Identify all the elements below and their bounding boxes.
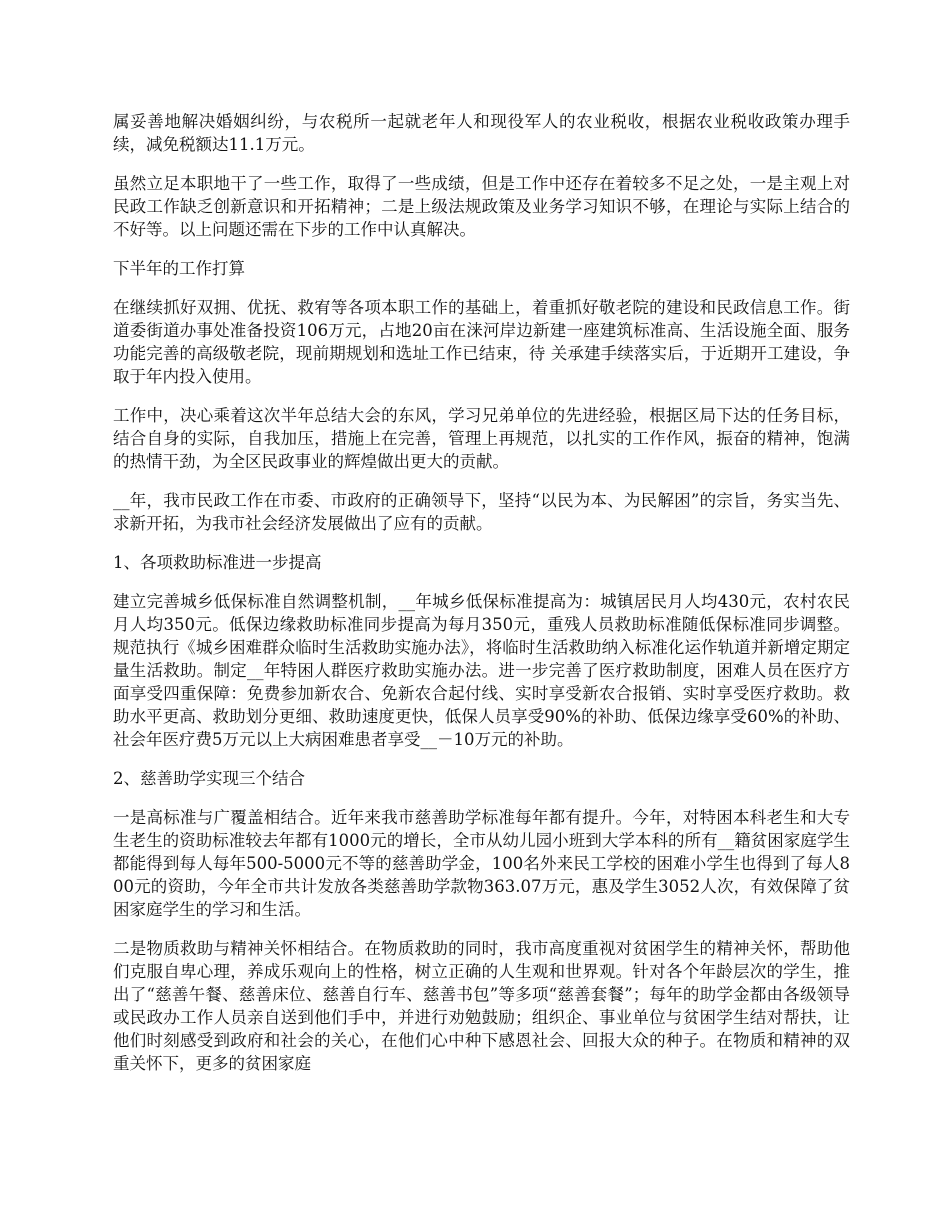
- paragraph-material-spiritual-care: 二是物质救助与精神关怀相结合。在物质救助的同时，我市高度重视对贫困学生的精神关怀，帮助他们克服自卑心理，养成乐观向上的性格，树立正确的人生观和世界观。针对各个年龄层次的学生，推出了“慈善午餐、慈善床位、慈善自行车、慈善书包”等多项“慈善套餐”；每年的助学金都由各级领导或民政办工作人员亲自送到他们手中，并进行劝勉鼓励；组织企、事业单位与贫困学生结对帮扶，让他们时刻感受到政府和社会的关心，在他们心中种下感恩社会、回报大众的种子。在物质和精神的双重关怀下，更多的贫困家庭: [113, 939, 850, 1073]
- paragraph-shortcomings: 虽然立足本职地干了一些工作，取得了一些成绩，但是工作中还存在着较多不足之处，一是主观上对民政工作缺乏创新意识和开拓精神；二是上级法规政策及业务学习知识不够，在理论与实际上结合的不好等。以上问题还需在下步的工作中认真解决。: [113, 174, 850, 239]
- paragraph-nursing-home: 在继续抓好双拥、优抚、救宥等各项本职工作的基础上，着重抓好敬老院的建设和民政信息工作。街道委街道办事处准备投资106万元，占地20亩在涞河岸边新建一座建筑标准高、生活设施全面、服务功能完善的高级敬老院，现前期规划和选址工作已结束，待 关承建手续落实后，于近期开工建设，争取于年内投入使用。: [113, 298, 850, 386]
- paragraph-annual-summary: __年，我市民政工作在市委、市政府的正确领导下，坚持“以民为本、为民解困”的宗旨，务实当先、求新开拓，为我市社会经济发展做出了应有的贡献。: [113, 491, 850, 533]
- paragraph-tax-relief: 属妥善地解决婚姻纠纷，与农税所一起就老年人和现役军人的农业税收，根据农业税收政策办理手续，减免税额达11.1万元。: [113, 112, 850, 154]
- section-heading-second-half-plan: 下半年的工作打算: [113, 259, 245, 278]
- paragraph-high-standard-coverage: 一是高标准与广覆盖相结合。近年来我市慈善助学标准每年都有提升。今年，对特困本科老生和大专生老生的资助标准较去年都有1000元的增长，全市从幼儿园小班到大学本科的所有__籍贫困家庭学生都能得到每人每年500-5000元不等的慈善助学金，100名外来民工学校的困难小学生也得到了每人800元的资助，今年全市共计发放各类慈善助学款物363.07万元，惠及学生3052人次，有效保障了贫困家庭学生的学习和生活。: [113, 808, 850, 919]
- section-heading-relief-standards: 1、各项救助标准进一步提高: [113, 553, 322, 572]
- paragraph-resolution: 工作中，决心乘着这次半年总结大会的东风，学习兄弟单位的先进经验，根据区局下达的任务目标，结合自身的实际，自我加压，措施上在完善，管理上再规范，以扎实的工作作风，振奋的精神，饱满的热情干劲，为全区民政事业的辉煌做出更大的贡献。: [113, 406, 850, 471]
- section-heading-charity-education: 2、慈善助学实现三个结合: [113, 769, 305, 788]
- paragraph-relief-standards: 建立完善城乡低保标准自然调整机制，__年城乡低保标准提高为：城镇居民月人均430元，农村农民月人均350元。低保边缘救助标准同步提高为每月350元，重残人员救助标准随低保标准同步调整。规范执行《城乡困难群众临时生活救助实施办法》，将临时生活救助纳入标准化运作轨道并新增定期定量生活救助。制定__年特困人群医疗救助实施办法。进一步完善了医疗救助制度，困难人员在医疗方面享受四重保障：免费参加新农合、免新农合起付线、实时享受新农合报销、实时享受医疗救助。救助水平更高、救助划分更细、救助速度更快，低保人员享受90%的补助、低保边缘享受60%的补助、社会年医疗费5万元以上大病困难患者享受__－10万元的补助。: [113, 592, 850, 749]
